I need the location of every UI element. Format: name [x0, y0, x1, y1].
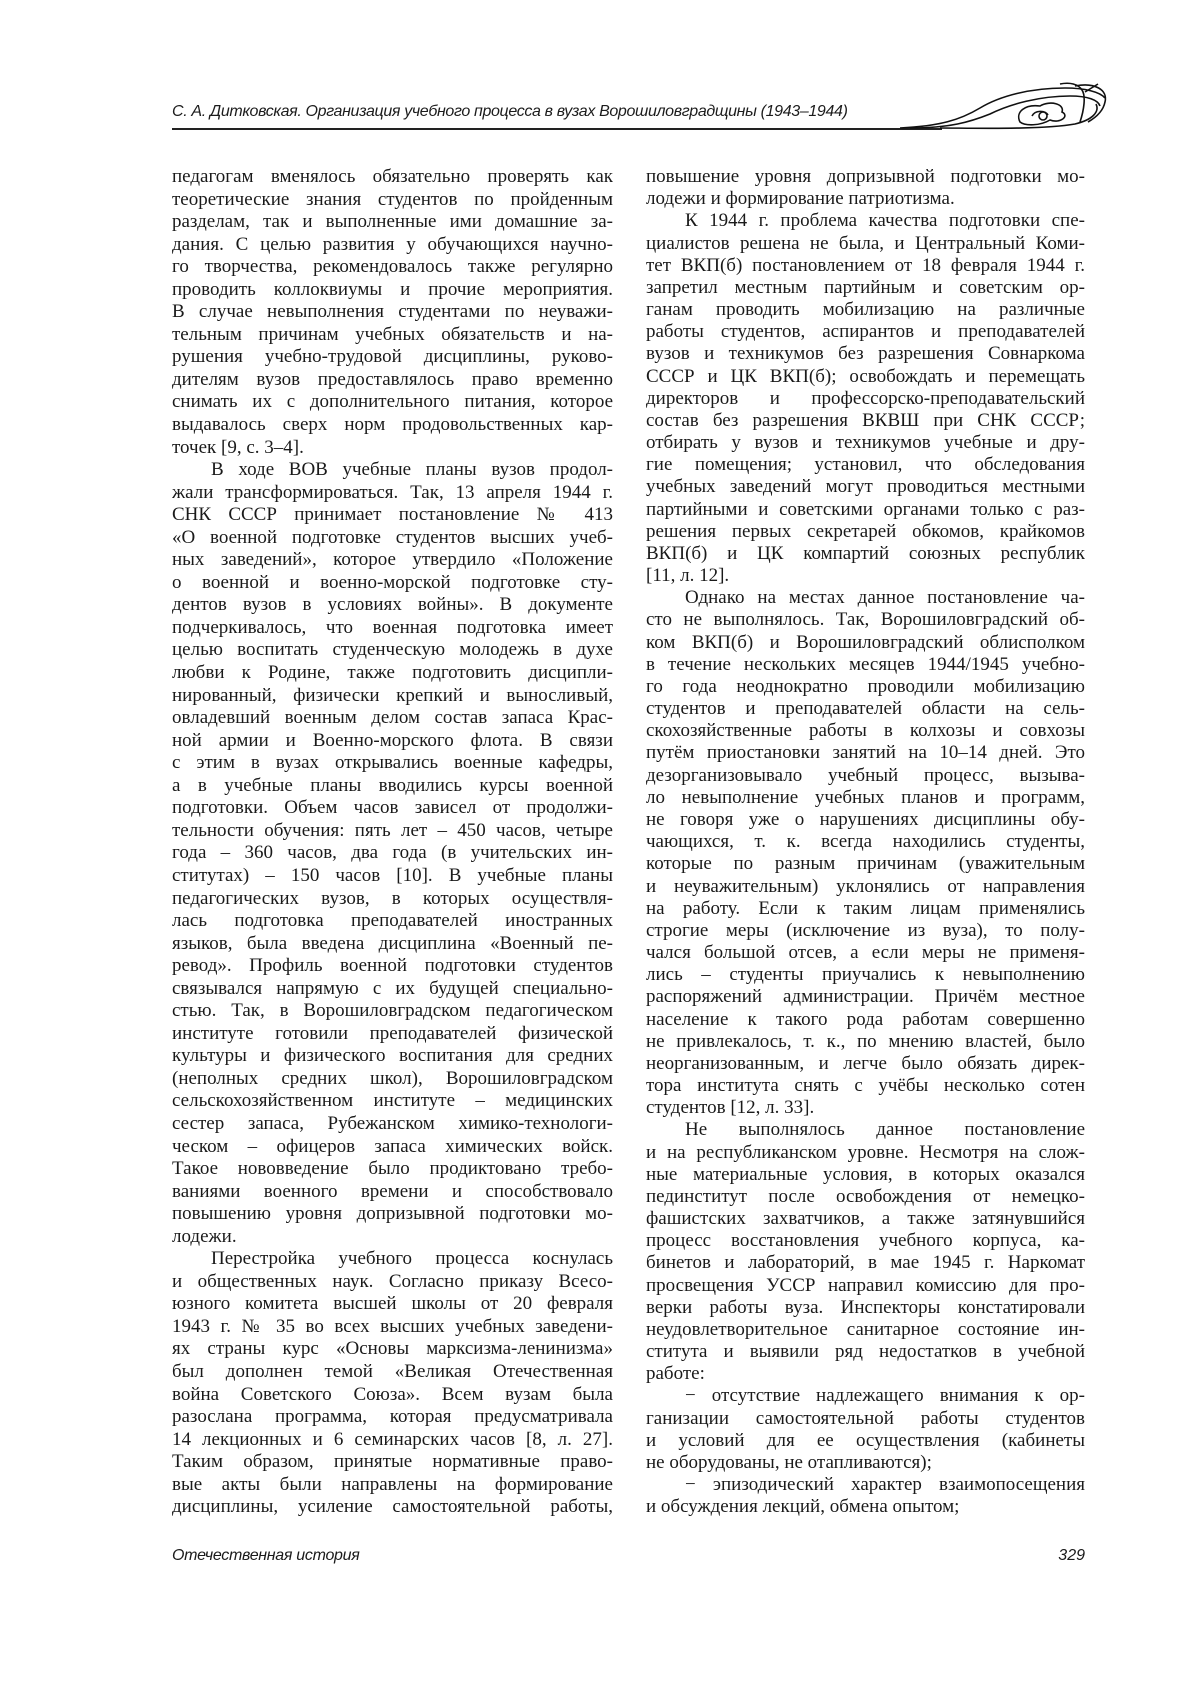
- text-line: го года неоднократно проводили мобилизацию: [646, 676, 1085, 698]
- text-line: ститута и выявили ряд недостатков в учебной: [646, 1341, 1085, 1363]
- text-line: работе:: [646, 1363, 1085, 1385]
- text-line: а в учебные планы вводились курсы военной: [172, 775, 613, 798]
- paragraph: [646, 1474, 1085, 1518]
- text-line: студентов и преподавателей области на сель-: [646, 698, 1085, 720]
- paragraph: [646, 1119, 1085, 1385]
- text-line: о военной и военно-морской подготовке сту-: [172, 572, 613, 595]
- text-line: процесс восстановления учебного корпуса, ка-: [646, 1230, 1085, 1252]
- text-line: ВКП(б) и ЦК компартий союзных республик: [646, 543, 1085, 565]
- text-line: запретил местным партийным и советским ор-: [646, 277, 1085, 299]
- text-line: [11, л. 12].: [646, 565, 1085, 587]
- text-line: отбирать у вузов и техникумов учебные и дру-: [646, 432, 1085, 454]
- text-line: тельным причинам учебных обязательств и на-: [172, 324, 613, 347]
- text-line: разделам, так и выполненные ими домашние за-: [172, 211, 613, 234]
- text-line: повышение уровня допризывной подготовки мо-: [646, 166, 1085, 188]
- text-line: го творчества, рекомендовалось также регулярно: [172, 256, 613, 279]
- text-line: СССР и ЦК ВКП(б); освобождать и перемещать: [646, 366, 1085, 388]
- text-line: дания. С целью развития у обучающихся научно-: [172, 234, 613, 257]
- paragraph: [646, 210, 1085, 587]
- text-line: рушения учебно-трудовой дисциплины, руково-: [172, 346, 613, 369]
- text-line: вые акты были направлены на формирование: [172, 1474, 613, 1497]
- text-line: Таким образом, принятые нормативные право-: [172, 1451, 613, 1474]
- text-line: война Советского Союза». Всем вузам была: [172, 1384, 613, 1407]
- text-line: неорганизованным, и легче было обязать дирек-: [646, 1053, 1085, 1075]
- text-line: стью. Так, в Ворошиловградском педагогическом: [172, 1000, 613, 1023]
- text-line: повышению уровня допризывной подготовки мо-: [172, 1203, 613, 1226]
- text-line: состав без разрешения ВКВШ при СНК СССР;: [646, 410, 1085, 432]
- text-line: овладевший военным делом состав запаса Крас-: [172, 707, 613, 730]
- text-line: учебных заведений могут проводиться местными: [646, 476, 1085, 498]
- text-line: − эпизодический характер взаимопосещения: [646, 1474, 1085, 1496]
- text-line: был дополнен темой «Великая Отечественная: [172, 1361, 613, 1384]
- text-line: вузов и техникумов без разрешения Совнаркома: [646, 343, 1085, 365]
- text-line: и общественных наук. Согласно приказу Всесо-: [172, 1271, 613, 1294]
- text-line: распоряжений администрации. Причём местное: [646, 986, 1085, 1008]
- text-line: дезорганизовывало учебный процесс, вызыва-: [646, 765, 1085, 787]
- text-line: работы студентов, аспирантов и преподавателей: [646, 321, 1085, 343]
- text-line: проводить коллоквиумы и прочие мероприятия.: [172, 279, 613, 302]
- text-line: педагогам вменялось обязательно проверять как: [172, 166, 613, 189]
- text-line: и условий для ее осуществления (кабинеты: [646, 1430, 1085, 1452]
- text-line: педагогических вузов, в которых осуществля-: [172, 888, 613, 911]
- text-line: В случае невыполнения студентами по неуважи-: [172, 301, 613, 324]
- text-line: население к такого рода работам совершенно: [646, 1009, 1085, 1031]
- text-line: ком ВКП(б) и Ворошиловградский облисполком: [646, 632, 1085, 654]
- text-line: не говоря уже о нарушениях дисциплины обу-: [646, 809, 1085, 831]
- paragraph: [646, 587, 1085, 1119]
- text-line: Такое нововведение было продиктовано требо-: [172, 1158, 613, 1181]
- paragraph: [172, 1248, 613, 1519]
- left-column: [172, 166, 613, 1519]
- text-line: К 1944 г. проблема качества подготовки спе-: [646, 210, 1085, 232]
- text-line: «О военной подготовке студентов высших учеб-: [172, 527, 613, 550]
- text-line: жали трансформироваться. Так, 13 апреля 1944 г.: [172, 482, 613, 505]
- text-line: тора института снять с учёбы несколько сотен: [646, 1075, 1085, 1097]
- running-title: С. А. Дитковская. Организация учебного процесса в вузах Ворошиловградщины (1943–1944): [172, 103, 932, 121]
- text-line: теоретические знания студентов по пройденным: [172, 189, 613, 212]
- text-line: сельскохозяйственном институте – медицинских: [172, 1090, 613, 1113]
- text-line: ганам проводить мобилизацию на различные: [646, 299, 1085, 321]
- text-line: ваниями военного времени и способствовало: [172, 1181, 613, 1204]
- text-line: чался большой отсев, а если меры не применя-: [646, 942, 1085, 964]
- text-line: подчеркивалось, что военная подготовка имеет: [172, 617, 613, 640]
- text-line: и на республиканском уровне. Несмотря на слож-: [646, 1142, 1085, 1164]
- text-line: лодежи и формирование патриотизма.: [646, 188, 1085, 210]
- text-line: дисциплины, усиление самостоятельной работы,: [172, 1496, 613, 1519]
- text-line: директоров и профессорско-преподавательский: [646, 388, 1085, 410]
- text-line: тельности обучения: пять лет – 450 часов, четыре: [172, 820, 613, 843]
- art-nouveau-flourish-icon: [900, 82, 1110, 134]
- paragraph: [172, 166, 613, 459]
- text-line: институте готовили преподавателей физической: [172, 1023, 613, 1046]
- text-line: ных заведений», которое утвердило «Положение: [172, 549, 613, 572]
- text-line: выдавалось сверх норм продовольственных кар-: [172, 414, 613, 437]
- text-line: снимать их с дополнительного питания, которое: [172, 391, 613, 414]
- text-line: СНК СССР принимает постановление № 413: [172, 504, 613, 527]
- text-line: ло невыполнение учебных планов и программ,: [646, 787, 1085, 809]
- text-line: гие помещения; установил, что обследования: [646, 454, 1085, 476]
- text-line: и неуважительным) уклонялись от направления: [646, 876, 1085, 898]
- text-line: 1943 г. № 35 во всех высших учебных заведени-: [172, 1316, 613, 1339]
- text-line: Однако на местах данное постановление ча-: [646, 587, 1085, 609]
- text-line: решения первых секретарей обкомов, крайкомов: [646, 521, 1085, 543]
- text-line: (неполных средних школ), Ворошиловградском: [172, 1068, 613, 1091]
- text-line: фашистских захватчиков, а также затянувшийся: [646, 1208, 1085, 1230]
- text-line: дителям вузов предоставлялось право временно: [172, 369, 613, 392]
- paragraph: [646, 166, 1085, 210]
- text-line: ческом – офицеров запаса химических войск.: [172, 1136, 613, 1159]
- text-line: связывался напрямую с их будущей специально-: [172, 978, 613, 1001]
- text-line: Перестройка учебного процесса коснулась: [172, 1248, 613, 1271]
- text-line: бинетов и лабораторий, в мае 1945 г. Наркомат: [646, 1252, 1085, 1274]
- text-line: в течение нескольких месяцев 1944/1945 учебно-: [646, 654, 1085, 676]
- text-line: верки работы вуза. Инспекторы констатировали: [646, 1297, 1085, 1319]
- journal-title: Отечественная история: [172, 1547, 360, 1565]
- text-line: ститутах) – 150 часов [10]. В учебные планы: [172, 865, 613, 888]
- text-line: − отсутствие надлежащего внимания к ор-: [646, 1385, 1085, 1407]
- text-line: подготовки. Объем часов зависел от продолжи-: [172, 797, 613, 820]
- text-line: циалистов решена не была, и Центральный Коми-: [646, 233, 1085, 255]
- text-line: Не выполнялось данное постановление: [646, 1119, 1085, 1141]
- text-line: лись – студенты приучались к невыполнению: [646, 964, 1085, 986]
- text-line: сестер запаса, Рубежанском химико-технологи-: [172, 1113, 613, 1136]
- text-line: с этим в вузах открывались военные кафедры,: [172, 752, 613, 775]
- text-line: лодежи.: [172, 1226, 613, 1249]
- text-line: целью воспитать студенческую молодежь в духе: [172, 639, 613, 662]
- text-line: дентов вузов в условиях войны». В документе: [172, 594, 613, 617]
- text-line: просвещения УССР направил комиссию для про-: [646, 1275, 1085, 1297]
- text-line: неудовлетворительное санитарное состояние ин-: [646, 1319, 1085, 1341]
- text-line: которые по разным причинам (уважительным: [646, 853, 1085, 875]
- text-line: разослана программа, которая предусматривала: [172, 1406, 613, 1429]
- text-line: культуры и физического воспитания для средних: [172, 1045, 613, 1068]
- text-line: тет ВКП(б) постановлением от 18 февраля 1944 г.: [646, 255, 1085, 277]
- text-line: чающихся, т. к. всегда находились студенты,: [646, 831, 1085, 853]
- text-line: 14 лекционных и 6 семинарских часов [8, л. 27].: [172, 1429, 613, 1452]
- paragraph: [172, 459, 613, 1248]
- text-line: любви к Родине, также подготовить дисципли-: [172, 662, 613, 685]
- text-line: ганизации самостоятельной работы студентов: [646, 1408, 1085, 1430]
- text-line: пединститут после освобождения от немецко-: [646, 1186, 1085, 1208]
- text-line: сто не выполнялось. Так, Ворошиловградский об-: [646, 609, 1085, 631]
- text-line: В ходе ВОВ учебные планы вузов продол-: [172, 459, 613, 482]
- text-line: ях страны курс «Основы марксизма-ленинизма»: [172, 1338, 613, 1361]
- text-line: нированный, физически крепкий и выносливый,: [172, 685, 613, 708]
- text-line: путём приостановки занятий на 10–14 дней. Это: [646, 742, 1085, 764]
- text-line: студентов [12, л. 33].: [646, 1097, 1085, 1119]
- text-line: юзного комитета высшей школы от 20 февраля: [172, 1293, 613, 1316]
- text-line: ные материальные условия, в которых оказался: [646, 1164, 1085, 1186]
- text-line: не оборудованы, не отапливаются);: [646, 1452, 1085, 1474]
- page-number: 329: [1058, 1547, 1085, 1565]
- text-line: точек [9, с. 3–4].: [172, 437, 613, 460]
- text-line: на работу. Если к таким лицам применялись: [646, 898, 1085, 920]
- text-line: ревод». Профиль военной подготовки студентов: [172, 955, 613, 978]
- text-line: языков, была введена дисциплина «Военный пе-: [172, 933, 613, 956]
- text-line: скохозяйственные работы в колхозы и совхозы: [646, 720, 1085, 742]
- right-column: [646, 166, 1085, 1518]
- text-line: лась подготовка преподавателей иностранных: [172, 910, 613, 933]
- text-line: и обсуждения лекций, обмена опытом;: [646, 1496, 1085, 1518]
- text-line: ной армии и Военно-морского флота. В связи: [172, 730, 613, 753]
- text-line: партийными и советскими органами только с раз-: [646, 499, 1085, 521]
- text-line: не привлекалось, т. к., по мнению властей, было: [646, 1031, 1085, 1053]
- paragraph: [646, 1385, 1085, 1474]
- text-line: года – 360 часов, два года (в учительских ин-: [172, 842, 613, 865]
- text-line: строгие меры (исключение из вуза), то полу-: [646, 920, 1085, 942]
- header-rule: [172, 128, 942, 130]
